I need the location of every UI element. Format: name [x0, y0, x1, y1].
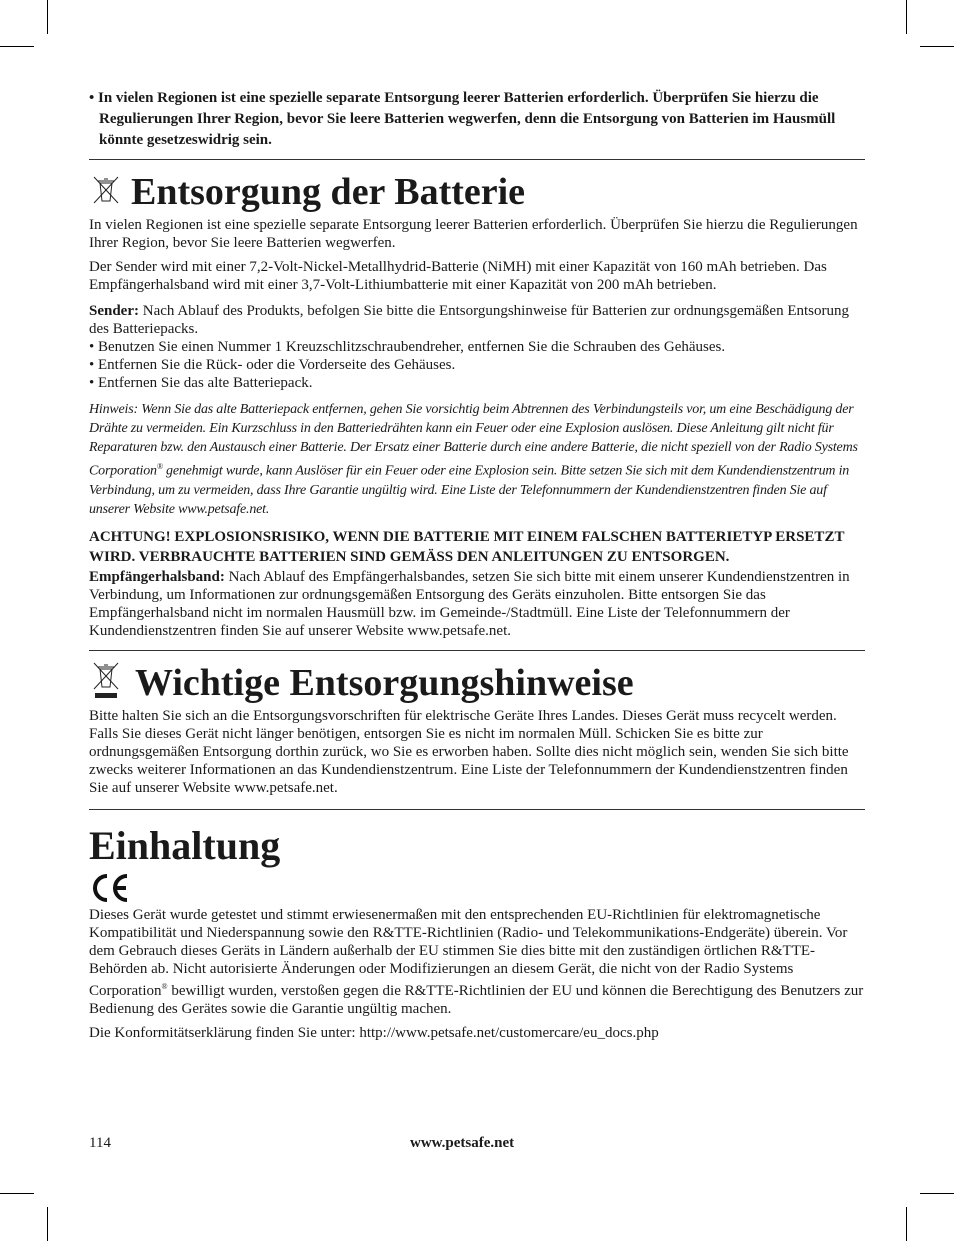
- crop-mark: [47, 1207, 48, 1241]
- battery-title: Entsorgung der Batterie: [131, 171, 526, 213]
- step-item: • Entfernen Sie die Rück- oder die Vorderseite des Gehäuses.: [89, 357, 456, 373]
- battery-paragraph-2: Der Sender wird mit einer 7,2-Volt-Nickel-Metallhydrid-Batterie (NiMH) mit einer Kapazität von 160 mAh betrieben. Das Empfängerhalsband wird mit einer 3,7-Volt-Lithiumbatterie mit einer Kapazität von 200 mAh betrieben.: [89, 259, 827, 293]
- sender-paragraph: [89, 302, 865, 338]
- crop-mark: [920, 1193, 954, 1194]
- divider: [89, 159, 865, 160]
- step-item: • Benutzen Sie einen Nummer 1 Kreuzschlitzschraubendreher, entfernen Sie die Schrauben des Gehäuses.: [89, 339, 726, 355]
- sender-label: Sender:: [89, 303, 139, 319]
- battery-note: Hinweis: Wenn Sie das alte Batteriepack entfernen, gehen Sie vorsichtig beim Abtrennen des Verbindungsteils vor, um eine Beschädigung der Drähte zu vermeiden. Ein Kurzschluss in den Batteriedrähten kann ein Feuer oder eine Explosion auslösen. Diese Anleitung gilt nicht für Reparaturen bzw. den Austausch einer Batterie. Der Ersatz einer Batterie durch eine andere Batterie, die nicht speziell von der Radio Systems Corporation® genehmigt wurde, kann Auslöser für ein Feuer oder eine Explosion sein. Bitte setzen Sie sich mit dem Kundendienstzentrum in Verbindung, um zu vermeiden, dass Ihre Garantie ungültig wird. Eine Liste der Telefonnummern der Kundendienstzentren finden Sie auf unserer Website www.petsafe.net.: [89, 402, 858, 517]
- page-content: [89, 88, 865, 1042]
- collar-text: Nach Ablauf des Empfängerhalsbandes, setzen Sie sich bitte mit einem unserer Kundendienstzentren in Verbindung, um Informationen zur ordnungsgemäßen Entsorgung des Geräts einzuholen. Bitte entsorgen Sie das Empfängerhalsband nicht im normalen Hausmüll bzw. im Gemeinde-/Stadtmüll. Eine Liste der Telefonnummern der Kundendienstzentren finden Sie auf unserer Website www.petsafe.net.: [89, 568, 850, 639]
- crop-mark: [47, 0, 48, 34]
- crop-mark: [906, 0, 907, 34]
- page-number: 114: [89, 1135, 111, 1151]
- crop-mark: [0, 46, 34, 47]
- divider: [89, 809, 865, 810]
- crop-mark: [920, 46, 954, 47]
- divider: [89, 650, 865, 651]
- step-item: • Entfernen Sie das alte Batteriepack.: [89, 375, 313, 391]
- collar-label: Empfängerhalsband:: [89, 568, 225, 585]
- conformity-paragraph: Die Konformitätserklärung finden Sie unter: http://www.petsafe.net/customercare/eu_docs.php: [89, 1024, 659, 1041]
- disposal-title: Wichtige Entsorgungshinweise: [135, 661, 634, 704]
- footer-website: www.petsafe.net: [410, 1135, 515, 1151]
- collar-paragraph: [89, 568, 865, 640]
- crop-mark: [906, 1207, 907, 1241]
- ce-mark-icon: [89, 872, 865, 906]
- crossed-bin-icon: [89, 661, 123, 704]
- disposal-paragraph: Bitte halten Sie sich an die Entsorgungsvorschriften für elektrische Geräte Ihres Landes. Dieses Gerät muss recycelt werden. Falls Sie dieses Gerät nicht länger benötigen, entsorgen Sie es nicht im normalen Müll. Schicken Sie es bitte zur ordnungsgemäßen Entsorgung dorthin zurück, wo Sie es erworben haben. Sollte dies nicht möglich sein, wenden Sie sich bitte zwecks weiterer Informationen an das Kundendienstzentrum. Eine Liste der Telefonnummern der Kundendienstzentren finden Sie auf unserer Website www.petsafe.net.: [89, 707, 849, 796]
- compliance-title: Einhaltung: [89, 822, 281, 868]
- compliance-paragraph: Dieses Gerät wurde getestet und stimmt erwiesenermaßen mit den entsprechenden EU-Richtlinien für elektromagnetische Kompatibilität und Niederspannung sowie den R&TTE-Richtlinien (Radio- und Telekommunikations-Endgeräte) überein. Vor dem Gebrauch dieses Geräts in Ländern außerhalb der EU stimmen Sie dies bitte mit den zuständigen örtlichen R&TTE-Behörden ab. Nicht autorisierte Änderungen oder Modifizierungen an diesem Gerät, die nicht von der Radio Systems Corporation® bewilligt wurden, verstoßen gegen die R&TTE-Richtlinien der EU und können die Berechtigung des Benutzers zur Bedienung des Gerätes sowie die Garantie ungültig machen.: [89, 906, 864, 1017]
- battery-heading: [89, 170, 865, 214]
- battery-paragraph-1: In vielen Regionen ist eine spezielle separate Entsorgung leerer Batterien erforderlich. Überprüfen Sie hierzu die Regulierungen Ihrer Region, bevor Sie leere Batterien wegwerfen.: [89, 217, 858, 251]
- explosion-warning: ACHTUNG! EXPLOSIONSRISIKO, WENN DIE BATTERIE MIT EINEM FALSCHEN BATTERIETYP ERSETZT WIRD. VERBRAUCHTE BATTERIEN SIND GEMÄSS DEN ANLEITUNGEN ZU ENTSORGEN.: [89, 528, 845, 565]
- top-note: • In vielen Regionen ist eine spezielle separate Entsorgung leerer Batterien erforderlich. Überprüfen Sie hierzu die Regulierungen Ihrer Region, bevor Sie leere Batterien wegwerfen, denn die Entsorgung von Batterien im Hausmüll könnte gesetzeswidrig sein.: [89, 90, 836, 148]
- crop-mark: [0, 1193, 34, 1194]
- sender-text: Nach Ablauf des Produkts, befolgen Sie bitte die Entsorgungshinweise für Batterien zur ordnungsgemäßen Entsorung des Batteriepacks.: [89, 303, 849, 337]
- disposal-heading: [89, 661, 865, 705]
- crossed-bin-icon: [89, 176, 123, 209]
